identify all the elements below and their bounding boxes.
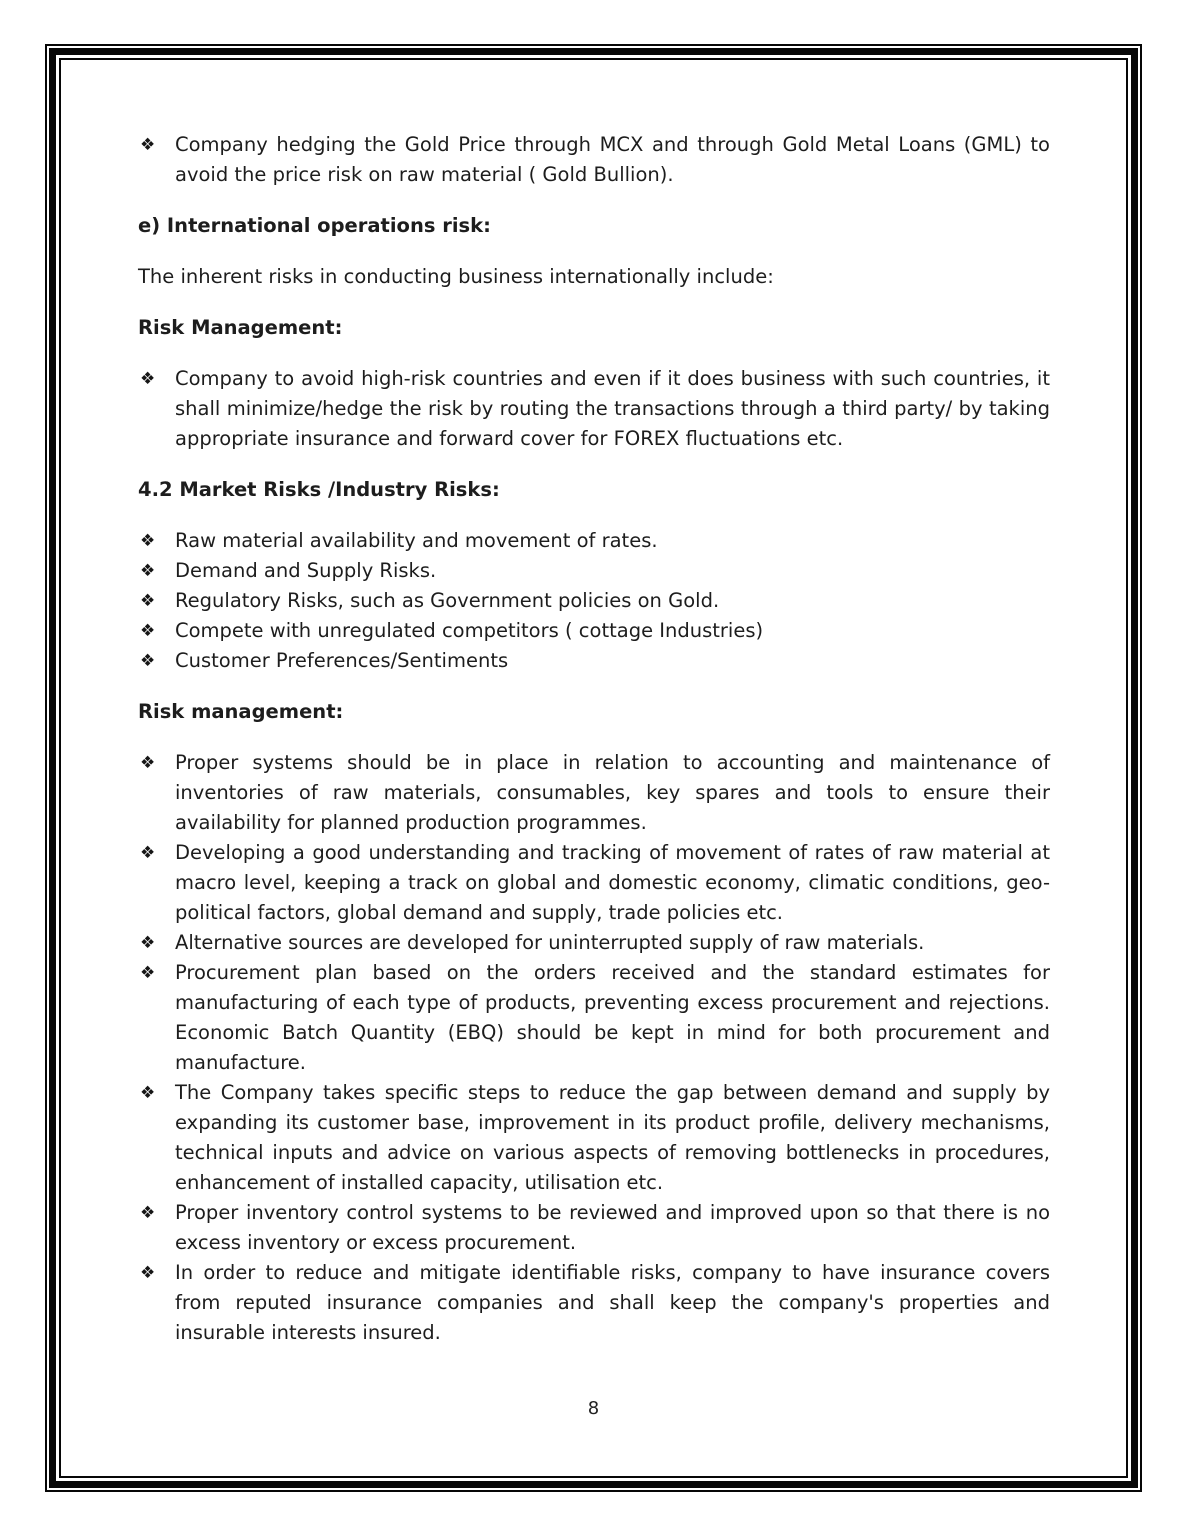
diamond-bullet-icon: ❖ (140, 651, 156, 671)
list-item (138, 526, 1050, 556)
page-border-frame-inner (59, 58, 1128, 1478)
list-item-text: Regulatory Risks, such as Government policies on Gold. (175, 589, 720, 612)
page-number: 8 (587, 1398, 600, 1419)
diamond-bullet-icon: ❖ (140, 1083, 156, 1103)
list-item (138, 748, 1050, 838)
list-item (138, 928, 1050, 958)
list-item-text: The Company takes specific steps to reduce the gap between demand and supply by expanding its customer base, improvement in its product profile, delivery mechanisms, technical inputs and advice on various aspects of removing bottlenecks in procedures, enhancement of installed capacity, utilisation etc. (175, 1081, 1050, 1194)
diamond-bullet-icon: ❖ (140, 531, 156, 551)
diamond-bullet-icon: ❖ (140, 843, 156, 863)
section-heading-international-operations-risk: e) International operations risk: (138, 214, 491, 237)
list-item-text: Procurement plan based on the orders received and the standard estimates for manufacturing of each type of products, preventing excess procurement and rejections. Economic Batch Quantity (EBQ) should be kept in mind for both procurement and manufacture. (175, 961, 1050, 1074)
list-item-text: Demand and Supply Risks. (175, 559, 437, 582)
bullet-text: Company to avoid high-risk countries and even if it does business with such countries, it shall minimize/hedge the risk by routing the transactions through a third party/ by taking appropriate insurance and forward cover for FOREX fluctuations etc. (175, 367, 1050, 450)
list-item (138, 586, 1050, 616)
page-border-frame-thick (49, 48, 1138, 1488)
diamond-bullet-icon: ❖ (140, 963, 156, 983)
section-heading-risk-management-1: Risk Management: (138, 316, 343, 339)
diamond-bullet-icon: ❖ (140, 933, 156, 953)
list-item (138, 1078, 1050, 1198)
diamond-bullet-icon: ❖ (140, 753, 156, 773)
list-item (138, 838, 1050, 928)
paragraph-inherent-risks: The inherent risks in conducting business internationally include: (138, 265, 774, 288)
list-item-text: In order to reduce and mitigate identifiable risks, company to have insurance covers from reputed insurance companies and shall keep the company's properties and insurable interests insured. (175, 1261, 1050, 1344)
diamond-bullet-icon: ❖ (140, 135, 156, 155)
diamond-bullet-icon: ❖ (140, 591, 156, 611)
list-item-text: Proper inventory control systems to be reviewed and improved upon so that there is no excess inventory or excess procurement. (175, 1201, 1050, 1254)
list-item (138, 556, 1050, 586)
bullet-item (138, 130, 1050, 190)
diamond-bullet-icon: ❖ (140, 369, 156, 389)
list-item (138, 1198, 1050, 1258)
document-body (61, 60, 1126, 1476)
list-item (138, 1258, 1050, 1348)
list-item-text: Compete with unregulated competitors ( cottage Industries) (175, 619, 764, 642)
diamond-bullet-icon: ❖ (140, 561, 156, 581)
bullet-text: Company hedging the Gold Price through MCX and through Gold Metal Loans (GML) to avoid the price risk on raw material ( Gold Bullion). (175, 133, 1050, 186)
list-item (138, 958, 1050, 1078)
bullet-item (138, 364, 1050, 454)
list-item (138, 646, 1050, 676)
list-item (138, 616, 1050, 646)
risk-management-bullet-list (138, 748, 1050, 1348)
list-item-text: Developing a good understanding and tracking of movement of rates of raw material at macro level, keeping a track on global and domestic economy, climatic conditions, geo-political factors, global demand and supply, trade policies etc. (175, 841, 1050, 924)
section-heading-risk-management-2: Risk management: (138, 700, 344, 723)
page-border-frame-outer (45, 44, 1142, 1492)
list-item-text: Alternative sources are developed for uninterrupted supply of raw materials. (175, 931, 925, 954)
list-item-text: Proper systems should be in place in relation to accounting and maintenance of inventories of raw materials, consumables, key spares and tools to ensure their availability for planned production programmes. (175, 751, 1050, 834)
diamond-bullet-icon: ❖ (140, 1263, 156, 1283)
list-item-text: Customer Preferences/Sentiments (175, 649, 509, 672)
list-item-text: Raw material availability and movement of rates. (175, 529, 658, 552)
diamond-bullet-icon: ❖ (140, 621, 156, 641)
section-heading-market-industry-risks: 4.2 Market Risks /Industry Risks: (138, 478, 500, 501)
diamond-bullet-icon: ❖ (140, 1203, 156, 1223)
market-risks-bullet-list (138, 526, 1050, 676)
